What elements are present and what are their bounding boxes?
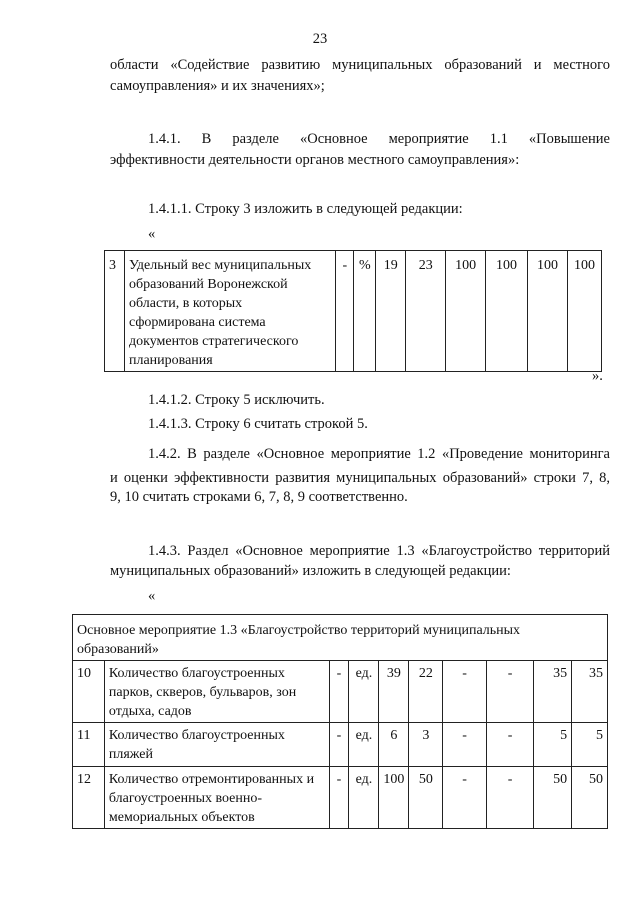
indicator-name: Количество отремонтированных и благоустроенных военно-мемориальных объектов	[104, 767, 329, 829]
clause-1-4-1-2: 1.4.1.2. Строку 5 исключить.	[148, 392, 325, 408]
cell-value: 39	[379, 661, 409, 723]
section-header: Основное мероприятие 1.3 «Благоустройство территорий муниципальных образований»	[73, 615, 608, 661]
table-row-3	[104, 250, 602, 372]
row-number: 12	[73, 767, 105, 829]
clause-1-4-1-cont: эффективности деятельности органов местного самоуправления»:	[110, 152, 520, 168]
cell-unit: %	[354, 251, 376, 372]
page-number: 23	[312, 31, 328, 47]
cell-value: 100	[486, 251, 528, 372]
cell-value: 23	[406, 251, 446, 372]
cell-value: 100	[379, 767, 409, 829]
cell-dash: -	[329, 723, 349, 767]
cell-value: -	[443, 767, 487, 829]
cell-value: 19	[376, 251, 406, 372]
row-number: 10	[73, 661, 105, 723]
intro-paragraph: области «Содействие развитию муниципальных образований и местного	[110, 57, 610, 73]
cell-value: 5	[534, 723, 572, 767]
clause-1-4-2: 1.4.2. В разделе «Основное мероприятие 1.2 «Проведение мониторинга	[148, 446, 610, 462]
table-row	[105, 251, 602, 372]
cell-dash: -	[329, 661, 349, 723]
cell-unit: ед.	[349, 767, 379, 829]
cell-value: -	[486, 767, 534, 829]
cell-value: -	[443, 723, 487, 767]
cell-value: 35	[534, 661, 572, 723]
cell-value: 6	[379, 723, 409, 767]
cell-value: -	[443, 661, 487, 723]
cell-value: 5	[572, 723, 608, 767]
clause-1-4-1: 1.4.1. В разделе «Основное мероприятие 1.1 «Повышение	[148, 131, 610, 147]
row-number: 11	[73, 723, 105, 767]
cell-value: 3	[409, 723, 443, 767]
close-quote: ».	[592, 368, 603, 384]
cell-dash: -	[336, 251, 354, 372]
clause-1-4-2-end: 9, 10 считать строками 6, 7, 8, 9 соответственно.	[110, 489, 408, 505]
cell-value: 50	[572, 767, 608, 829]
indicator-name: Количество благоустроенных пляжей	[104, 723, 329, 767]
cell-value: -	[486, 723, 534, 767]
clause-1-4-1-1: 1.4.1.1. Строку 3 изложить в следующей редакции:	[148, 201, 463, 217]
clause-1-4-2-cont: и оценки эффективности развития муниципальных образований» строки 7, 8,	[110, 470, 610, 486]
open-quote: «	[148, 226, 156, 242]
cell-dash: -	[329, 767, 349, 829]
indicator-name: Количество благоустроенных парков, скверов, бульваров, зон отдыха, садов	[104, 661, 329, 723]
cell-unit: ед.	[349, 723, 379, 767]
section-header-row	[73, 615, 608, 661]
indicator-name: Удельный вес муниципальных образований Воронежской области, в которых сформирована система документов стратегического планирования	[124, 251, 335, 372]
clause-1-4-3: 1.4.3. Раздел «Основное мероприятие 1.3 «Благоустройство территорий	[148, 543, 610, 559]
clause-1-4-3-cont: муниципальных образований» изложить в следующей редакции:	[110, 563, 511, 579]
cell-value: 50	[409, 767, 443, 829]
cell-value: 35	[572, 661, 608, 723]
table-row	[73, 661, 608, 723]
table-row	[73, 723, 608, 767]
clause-1-4-1-3: 1.4.1.3. Строку 6 считать строкой 5.	[148, 416, 368, 432]
table-row	[73, 767, 608, 829]
intro-paragraph-end: самоуправления» и их значениях»;	[110, 78, 325, 94]
cell-value: 100	[567, 251, 601, 372]
table-section-1-3	[72, 614, 608, 829]
cell-value: 50	[534, 767, 572, 829]
row-number: 3	[105, 251, 125, 372]
cell-unit: ед.	[349, 661, 379, 723]
cell-value: 100	[446, 251, 486, 372]
cell-value: -	[486, 661, 534, 723]
cell-value: 22	[409, 661, 443, 723]
open-quote: «	[148, 588, 156, 604]
cell-value: 100	[528, 251, 568, 372]
